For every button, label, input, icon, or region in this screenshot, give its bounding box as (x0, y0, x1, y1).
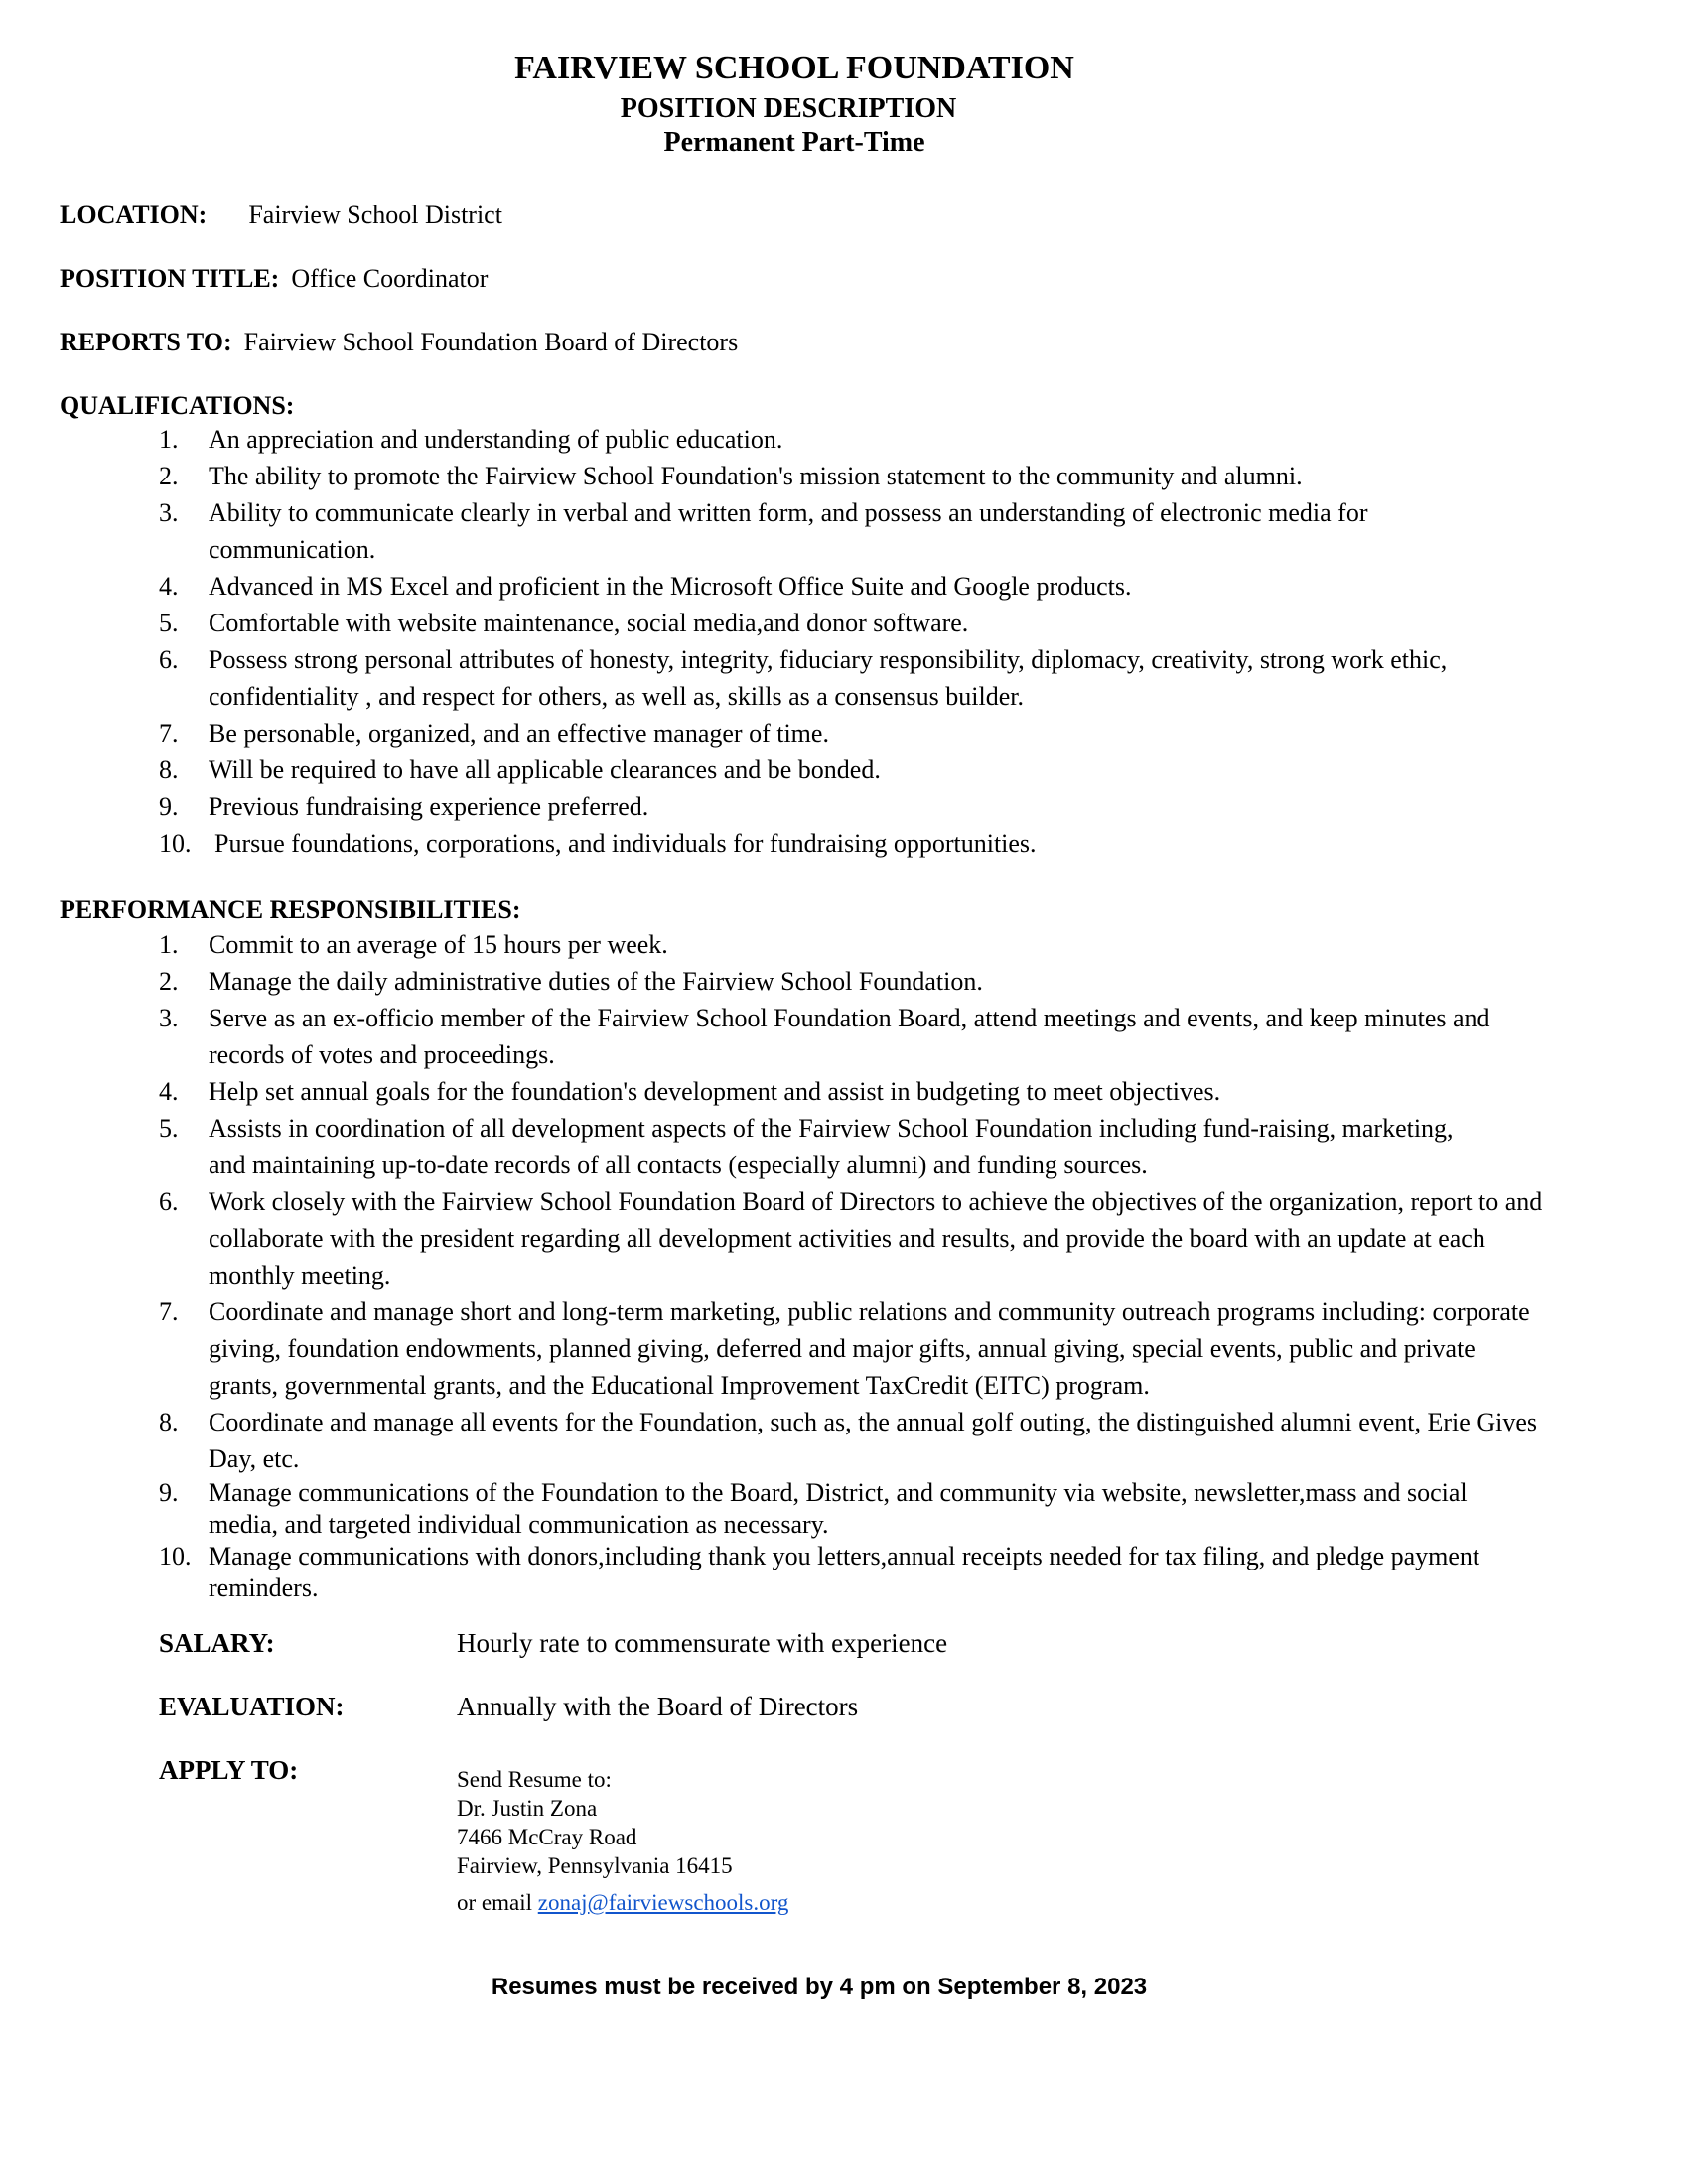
evaluation-value: Annually with the Board of Directors (457, 1692, 859, 1721)
list-item: 4. Advanced in MS Excel and proficient in the Microsoft Office Suite and Google products. (159, 572, 1132, 601)
qualifications-heading: QUALIFICATIONS: (60, 391, 295, 420)
deadline-note: Resumes must be received by 4 pm on September 8, 2023 (491, 1974, 1148, 2000)
performance-responsibilities-heading: PERFORMANCE RESPONSIBILITIES: (60, 895, 521, 924)
email-prefix: or email (457, 1890, 538, 1915)
list-item: 10. Manage communications with donors,including thank you letters,annual receipts needed for tax filing, and pledge payment reminders. (159, 1542, 1480, 1602)
salary-label: SALARY: (159, 1628, 275, 1658)
position-type-heading: Permanent Part-Time (663, 127, 925, 158)
list-item: 3. Serve as an ex-officio member of the Fairview School Foundation Board, attend meetings and events, and keep minutes and records of votes and proceedings. (159, 1004, 1490, 1069)
document-type-heading: POSITION DESCRIPTION (620, 93, 957, 124)
list-item: 3. Ability to communicate clearly in verbal and written form, and possess an understanding of electronic media for communication. (159, 498, 1368, 564)
location-label: LOCATION: (60, 201, 208, 229)
list-item: 4. Help set annual goals for the foundation's development and assist in budgeting to meet objectives. (159, 1077, 1221, 1106)
list-item: 7. Coordinate and manage short and long-term marketing, public relations and community outreach programs including: corporate giving, foundation endowments, planned giving, deferred and major gifts, annual giving, special events, public and private grants, governmental grants, and the Educational Improvement TaxCredit (EITC) program. (159, 1297, 1530, 1400)
apply-to-label: APPLY TO: (159, 1755, 299, 1785)
list-item: 6. Possess strong personal attributes of honesty, integrity, fiduciary responsibility, diplomacy, creativity, strong work ethic, confidentiality , and respect for others, as well as, skills as a consensus builder. (159, 645, 1448, 711)
location-field (60, 201, 502, 230)
organization-title: FAIRVIEW SCHOOL FOUNDATION (514, 50, 1074, 86)
reports-to-field (60, 328, 738, 357)
list-item: 2. Manage the daily administrative duties of the Fairview School Foundation. (159, 967, 983, 996)
qualifications-list (159, 421, 1549, 862)
list-item: 2. The ability to promote the Fairview School Foundation's mission statement to the community and alumni. (159, 462, 1303, 490)
salary-value: Hourly rate to commensurate with experience (457, 1628, 948, 1658)
street-address: 7466 McCray Road (457, 1825, 637, 1849)
responsibilities-list (159, 926, 1549, 1604)
reports-to-label: REPORTS TO: (60, 328, 232, 356)
position-title-field (60, 264, 488, 294)
list-item: 7. Be personable, organized, and an effective manager of time. (159, 719, 829, 748)
location-value: Fairview School District (248, 201, 502, 229)
city-state-zip: Fairview, Pennsylvania 16415 (457, 1853, 733, 1878)
list-item: 6. Work closely with the Fairview School Foundation Board of Directors to achieve the objectives of the organization, report to and collaborate with the president regarding all development activities and results, and provide the board with an update at each monthly meeting. (159, 1187, 1543, 1290)
position-title-value: Office Coordinator (291, 264, 489, 293)
evaluation-label: EVALUATION: (159, 1692, 345, 1721)
apply-address-block (457, 1765, 788, 1917)
list-item: 9. Manage communications of the Foundation to the Board, District, and community via website, newsletter,mass and social media, and targeted individual communication as necessary. (159, 1478, 1468, 1539)
list-item: 8. Will be required to have all applicable clearances and be bonded. (159, 755, 881, 784)
reports-to-value: Fairview School Foundation Board of Directors (243, 328, 739, 356)
list-item: 1. Commit to an average of 15 hours per week. (159, 930, 668, 959)
email-link[interactable]: zonaj@fairviewschools.org (537, 1890, 789, 1915)
list-item: 5. Assists in coordination of all development aspects of the Fairview School Foundation including fund-raising, marketing, and maintaining up-to-date records of all contacts (especially alumni) and funding sources. (159, 1114, 1454, 1179)
list-item: 8. Coordinate and manage all events for the Foundation, such as, the annual golf outing, the distinguished alumni event, Erie Gives Day, etc. (159, 1408, 1537, 1473)
list-item: 5. Comfortable with website maintenance, social media,and donor software. (159, 609, 969, 637)
contact-name: Dr. Justin Zona (457, 1796, 598, 1821)
list-item: 10. Pursue foundations, corporations, and individuals for fundraising opportunities. (159, 829, 1037, 858)
list-item: 9. Previous fundraising experience preferred. (159, 792, 649, 821)
position-title-label: POSITION TITLE: (60, 264, 280, 293)
apply-instruction: Send Resume to: (457, 1767, 612, 1792)
list-item: 1. An appreciation and understanding of public education. (159, 425, 783, 454)
email-line (457, 1888, 788, 1917)
